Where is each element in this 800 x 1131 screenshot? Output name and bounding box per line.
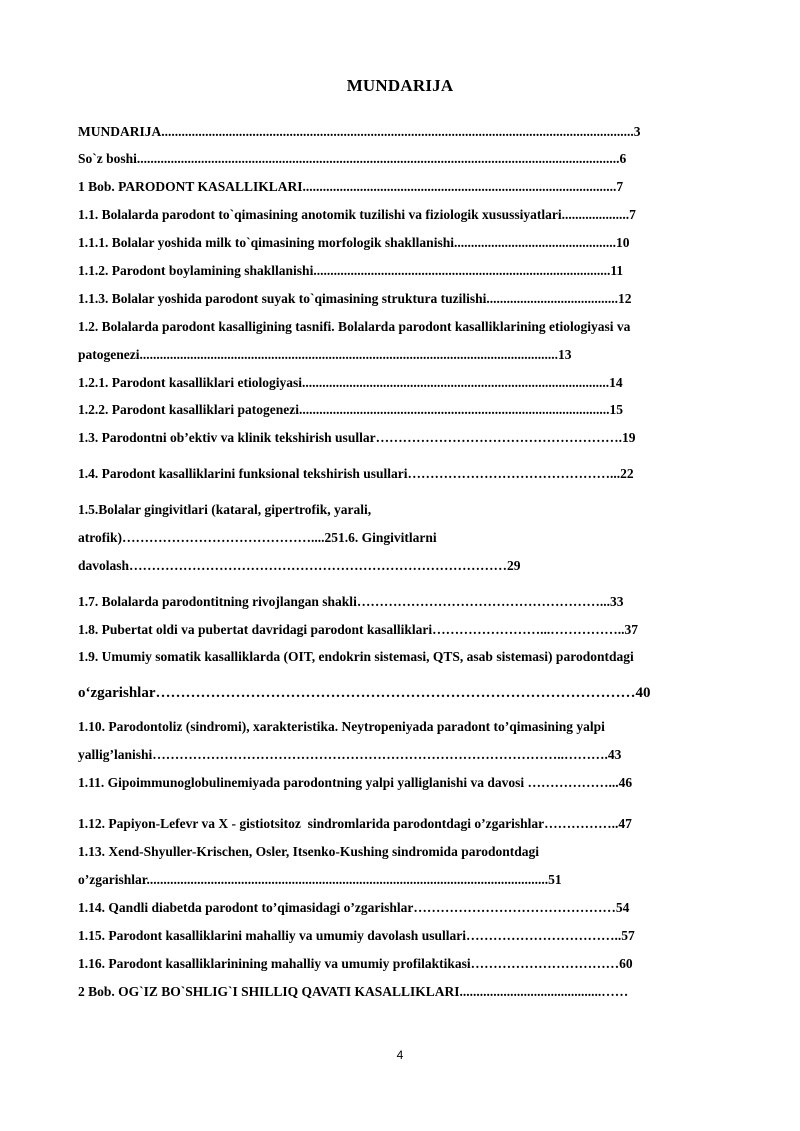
- toc-entry: 1 Bob. PARODONT KASALLIKLARI.............................................................................................7: [78, 179, 624, 194]
- toc-entry: MUNDARIJA............................................................................................................................................3: [78, 124, 641, 139]
- toc-entry: davolash…………………………………………………………………………29: [78, 558, 521, 573]
- toc-entry: o’zgarishlar.......................................................................................................................51: [78, 872, 562, 887]
- toc-entry: 1.1.1. Bolalar yoshida milk to`qimasining morfologik shakllanishi................................................10: [78, 235, 630, 250]
- toc-entry: 1.11. Gipoimmunoglobulinemiyada parodontning yalpi yalliglanishi va davosi ………………...46: [78, 775, 633, 790]
- toc-entry: 1.4. Parodont kasalliklarini funksional tekshirish usullari………………………………………...22: [78, 466, 634, 481]
- toc-entry: 1.12. Papiyon-Lefevr va X - gistiotsitoz sindromlarida parodontdagi o’zgarishlar……………..47: [78, 816, 632, 831]
- toc-entry: So`z boshi...............................................................................................................................................6: [78, 151, 627, 166]
- toc-entry: 1.1.2. Parodont boylamining shakllanishi........................................................................................11: [78, 263, 624, 278]
- toc-entry: 1.2.1. Parodont kasalliklari etiologiyasi...........................................................................................14: [78, 375, 623, 390]
- toc-entry: atrofik)……………………………………....251.6. Gingivitlarni: [78, 530, 437, 545]
- toc-entry: 1.15. Parodont kasalliklarini mahalliy va umumiy davolash usullari……………………………..57: [78, 928, 635, 943]
- toc-entry: o‘zgarishlar……………………………………………………………………………………40: [78, 685, 651, 701]
- toc-entry: 1.2. Bolalarda parodont kasalligining tasnifi. Bolalarda parodont kasalliklarining etiologiyasi va: [78, 319, 631, 334]
- toc-entry: yallig’lanishi………………………………………………………………………………..……….43: [78, 747, 622, 762]
- toc-entry: 1.2.2. Parodont kasalliklari patogenezi............................................................................................15: [78, 402, 624, 417]
- toc-entry: 1.9. Umumiy somatik kasalliklarda (OIT, endokrin sistemasi, QTS, asab sistemasi) parodontdagi: [78, 649, 634, 664]
- toc-entry: 1.14. Qandli diabetda parodont to’qimasidagi o’zgarishlar………………………………………54: [78, 900, 630, 915]
- toc-entry: patogenezi............................................................................................................................13: [78, 347, 572, 362]
- toc-entry: 1.1.3. Bolalar yoshida parodont suyak to`qimasining struktura tuzilishi.......................................12: [78, 291, 632, 306]
- page-number: 4: [396, 1048, 404, 1062]
- toc-entry: 1.7. Bolalarda parodontitning rivojlangan shakli………………………………………………...33: [78, 594, 624, 609]
- toc-entry: 1.8. Pubertat oldi va pubertat davridagi parodont kasalliklari……………………...……………..37: [78, 622, 639, 637]
- toc-entry: 1.16. Parodont kasalliklarinining mahalliy va umumiy profilaktikasi……………………………60: [78, 956, 633, 971]
- toc-entry: 1.1. Bolalarda parodont to`qimasining anotomik tuzilishi va fiziologik xusussiyatlari....................7: [78, 207, 636, 222]
- toc-entry: 1.3. Parodontni ob’ektiv va klinik tekshirish usullar……………………………………………….19: [78, 430, 636, 445]
- toc-entry: 1.5.Bolalar gingivitlari (kataral, gipertrofik, yarali,: [78, 502, 372, 517]
- toc-entry: 2 Bob. OG`IZ BO`SHLIG`I SHILLIQ QAVATI KASALLIKLARI..........................................……: [78, 984, 629, 999]
- page-title: MUNDARIJA: [346, 76, 454, 95]
- toc-entry: 1.13. Xend-Shyuller-Krischen, Osler, Itsenko-Kushing sindromida parodontdagi: [78, 844, 539, 859]
- toc-entry: 1.10. Parodontoliz (sindromi), xarakteristika. Neytropeniyada paradont to’qimasining yalpi: [78, 719, 605, 734]
